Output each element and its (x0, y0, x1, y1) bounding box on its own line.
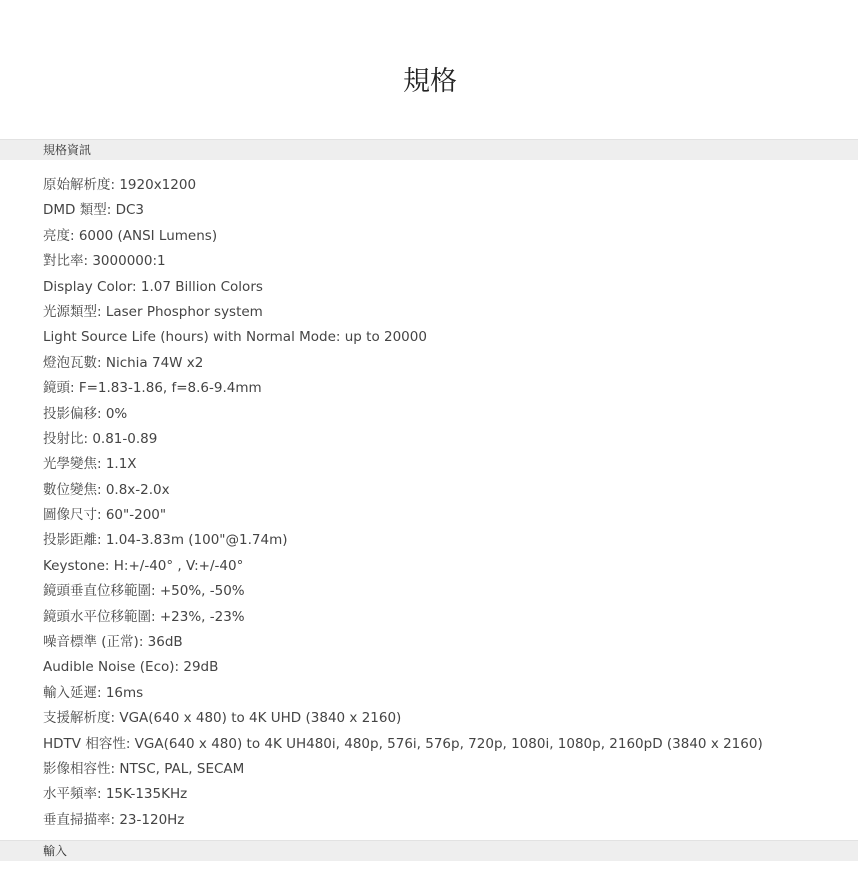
spec-list (43, 173, 763, 833)
spec-item-input-lag: 輸入延遲: 16ms (43, 684, 144, 701)
spec-item-projection-offset: 投影偏移: 0% (43, 405, 128, 422)
section-header-label: 規格資訊 (43, 143, 92, 157)
spec-item-lens-shift-horizontal: 鏡頭水平位移範圍: +23%, -23% (43, 608, 245, 625)
spec-item-native-resolution: 原始解析度: 1920x1200 (43, 177, 197, 193)
spec-item-lamp-wattage: 燈泡瓦數: Nichia 74W x2 (43, 354, 204, 371)
spec-item-optical-zoom: 光學變焦: 1.1X (43, 456, 137, 473)
spec-item-noise-normal: 噪音標準 (正常): 36dB (43, 634, 183, 651)
section-header-label: 輸入 (43, 844, 68, 858)
spec-item-supported-resolution: 支援解析度: VGA(640 x 480) to 4K UHD (3840 x 2160) (43, 710, 402, 727)
spec-item-dmd-type: DMD 類型: DC3 (43, 202, 144, 219)
spec-item-digital-zoom: 數位變焦: 0.8x-2.0x (43, 481, 170, 498)
spec-item-horizontal-frequency: 水平頻率: 15K-135KHz (43, 786, 188, 803)
spec-item-image-size: 圖像尺寸: 60"-200" (43, 507, 167, 524)
spec-item-video-compatibility: 影像相容性: NTSC, PAL, SECAM (43, 760, 245, 777)
page-title: 規格 (403, 66, 457, 97)
spec-item-lens: 鏡頭: F=1.83-1.86, f=8.6-9.4mm (43, 380, 262, 397)
section-header-spec-info (0, 139, 858, 160)
spec-item-brightness: 亮度: 6000 (ANSI Lumens) (43, 227, 218, 244)
spec-item-throw-ratio: 投射比: 0.81-0.89 (43, 430, 158, 447)
spec-item-hdtv-compatibility: HDTV 相容性: VGA(640 x 480) to 4K UH480i, 480p, 576i, 576p, 720p, 1080i, 1080p, 2160pD (3840 x 2160) (43, 735, 763, 752)
spec-item-contrast-ratio: 對比率: 3000000:1 (43, 253, 166, 270)
spec-item-display-color: Display Color: 1.07 Billion Colors (43, 278, 263, 295)
spec-item-noise-eco: Audible Noise (Eco): 29dB (43, 659, 219, 676)
spec-item-keystone: Keystone: H:+/-40° , V:+/-40° (43, 557, 244, 574)
spec-item-light-source-life: Light Source Life (hours) with Normal Mode: up to 20000 (43, 329, 427, 346)
spec-item-projection-distance: 投影距離: 1.04-3.83m (100"@1.74m) (43, 532, 288, 549)
spec-item-lens-shift-vertical: 鏡頭垂直位移範圍: +50%, -50% (43, 583, 245, 600)
spec-item-vertical-scan-rate: 垂直掃描率: 23-120Hz (43, 811, 185, 828)
spec-item-light-source-type: 光源類型: Laser Phosphor system (43, 303, 263, 320)
section-header-input[interactable] (0, 840, 858, 861)
